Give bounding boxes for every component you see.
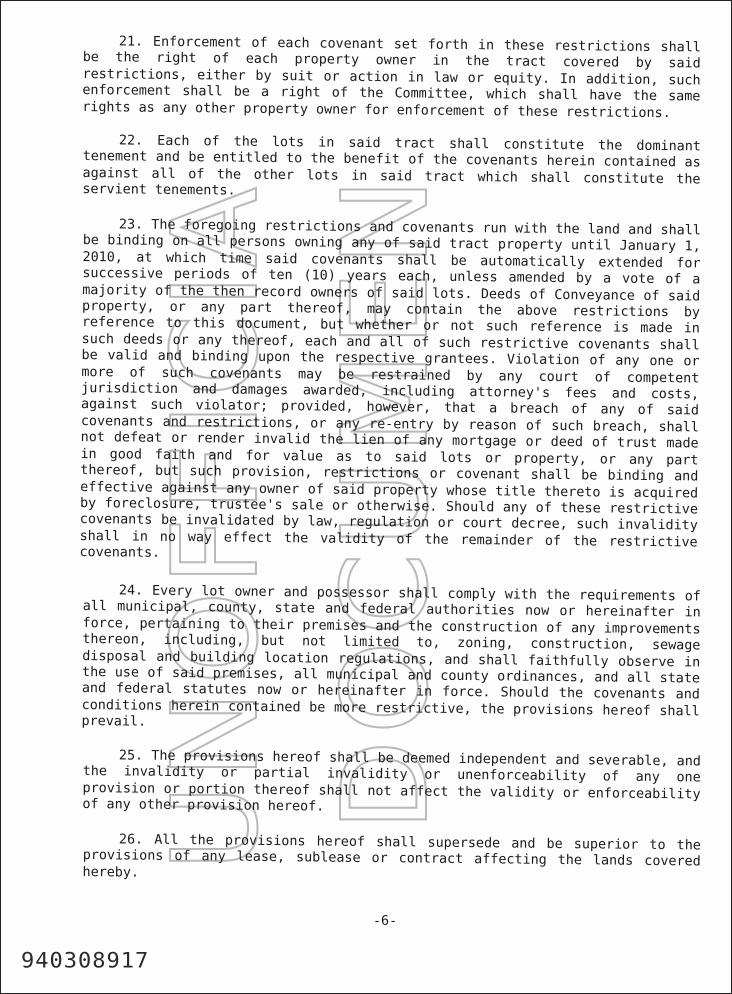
paragraph-21: 21. Enforcement of each covenant set forth in these restrictions shall be the right of each property owner in the tract covered by said restrictions, either by suit or action in law or equity. In addition, such enforcement shall be a right of the Committee, which shall have the same rights as any other property owner for enforcement of these restrictions. <box>82 34 701 121</box>
paragraph-22: 22. Each of the lots in said tract shall constitute the dominant tenement and be entitled to the benefit of the covenants herein contained as against all of the other lots in said tract which shall constitute the servient tenements. <box>82 133 701 199</box>
watermark-line-1: UNOFFICIAL <box>161 181 284 871</box>
watermark-line-2: DOCUMENT <box>316 181 454 831</box>
page-number: -6- <box>373 914 398 929</box>
paragraph-24: 24. Every lot owner and possessor shall comply with the requirements of all municipal, county, state and federal authorities now or hereinafter in force, pertaining to their premises and the construction of any improvements thereon, including, but not limited to, zoning, construction, sewage disposal and building location regulations, and shall faithfully observe in the use of said premises, all municipal and county ordinances, and all state and federal statutes now or hereinafter in force. Should the covenants and conditions herein contained be more restrictive, the provisions hereof shall prevail. <box>81 583 701 730</box>
paragraph-26: 26. All the provisions hereof shall supersede and be superior to the provisions of any lease, sublease or contract affecting the lands covered hereby. <box>82 832 701 881</box>
paragraph-25: 25. The provisions hereof shall be deemed independent and severable, and the invalidity or partial invalidity or unenforceability of any one provision or portion thereof shall not affect the validity or enforceability of any other provision hereof. <box>82 748 701 815</box>
paragraph-23: 23. The foregoing restrictions and covenants run with the land and shall be binding on all persons owning any of said tract property until January 1, 2010, at which time said covenants shall be automatically extended for successive periods of ten (10) years each, unless amended by a vote of a majority of the then record owners of said lots. Deeds of Conveyance of said property, or any part thereof, may contain the above restrictions by reference to this document, but whether or not such reference is made in such deeds or any thereof, each and all of such restrictive covenants shall be valid and binding upon the respective grantees. Violation of any one or more of such covenants may be restrained by any court of competent jurisdiction and damages awarded, including attorney's fees and costs, against such violator; provided, however, that a breach of any of said covenants and restrictions, or any re-entry by reason of such breach, shall not defeat or render invalid the lien of any mortgage or deed of trust made in good faith and for value as to said lots or property, or any part thereof, but such provision, restrictions or covenant shall be binding and effective against any owner of said property whose title thereto is acquired by foreclosure, trustee's sale or otherwise. Should any of these restrictive covenants be invalidated by law, regulation or court decree, such invalidity shall in no way effect the validity of the remainder of the restrictive covenants. <box>79 217 701 561</box>
document-number: 940308917 <box>21 949 150 974</box>
